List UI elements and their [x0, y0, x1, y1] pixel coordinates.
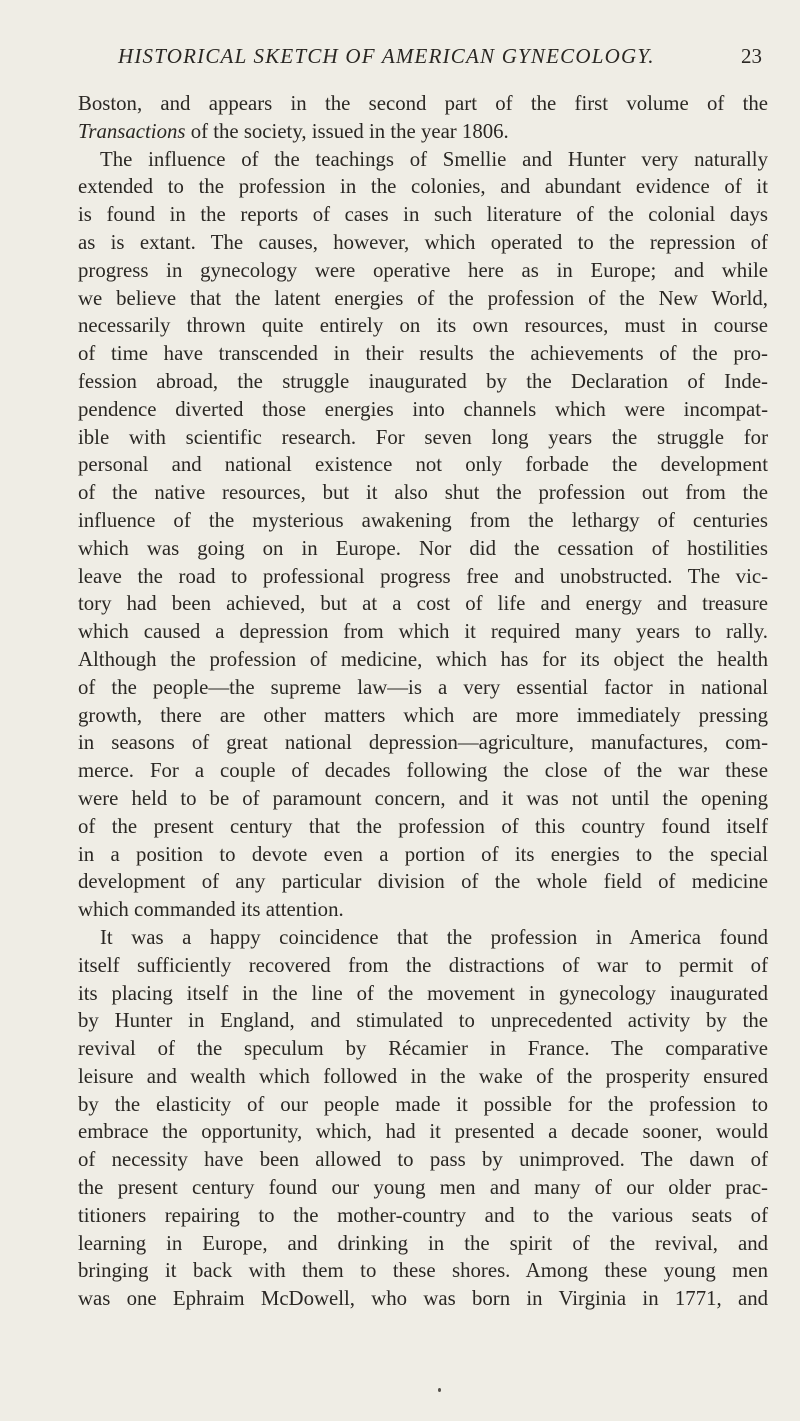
text-line: Boston, and appears in the second part of the first volume of the — [78, 92, 768, 115]
text-line: by Hunter in England, and stimulated to unprecedented activity by the — [78, 1009, 768, 1033]
text-line: of time have transcended in their results the achievements of the pro- — [78, 342, 768, 366]
text-line: It was a happy coincidence that the profession in America found — [100, 925, 768, 949]
text-line: extended to the profession in the colonies, and abundant evidence of it — [78, 175, 768, 199]
text-line: of necessity have been allowed to pass by unimproved. The dawn of — [78, 1148, 768, 1172]
text-line: revival of the speculum by Récamier in France. The comparative — [78, 1037, 768, 1061]
paragraph-1 — [78, 90, 768, 146]
text-line: embrace the opportunity, which, had it presented a decade sooner, would — [78, 1120, 768, 1144]
text-line: is found in the reports of cases in such literature of the colonial days — [78, 203, 768, 227]
text-line: as is extant. The causes, however, which operated to the repression of — [78, 230, 768, 254]
text-line: development of any particular division of the whole field of medicine — [78, 870, 768, 894]
text-line: itself sufficiently recovered from the distractions of war to permit of — [78, 953, 768, 977]
text-line: which was going on in Europe. Nor did the cessation of hostilities — [78, 536, 768, 560]
text-line: influence of the mysterious awakening from the lethargy of centuries — [78, 508, 768, 532]
text-line: of the people—the supreme law—is a very essential factor in national — [78, 675, 768, 699]
paragraph-2 — [78, 146, 768, 924]
text-line: necessarily thrown quite entirely on its own resources, must in course — [78, 314, 768, 338]
text-line: merce. For a couple of decades following the close of the war these — [78, 759, 768, 783]
text-line: of the present century that the profession of this country found itself — [78, 814, 768, 838]
text-line: titioners repairing to the mother-country and to the various seats of — [78, 1203, 768, 1227]
text-line: growth, there are other matters which are more immediately pressing — [78, 703, 768, 727]
text-line: leave the road to professional progress free and unobstructed. The vic- — [78, 564, 768, 588]
text-line: its placing itself in the line of the movement in gynecology inaugurated — [78, 981, 768, 1005]
body-text — [78, 90, 768, 1313]
text-line: progress in gynecology were operative here as in Europe; and while — [78, 258, 768, 282]
text-line: pendence diverted those energies into channels which were incompat- — [78, 397, 768, 421]
paragraph-3 — [78, 924, 768, 1313]
text-line-rest: of the society, issued in the year 1806. — [190, 119, 509, 143]
page-number: 23 — [741, 44, 762, 68]
text-line: ible with scientific research. For seven long years the struggle for — [78, 425, 768, 449]
running-head — [118, 44, 762, 74]
text-line — [78, 118, 768, 146]
text-line: The influence of the teachings of Smellie and Hunter very naturally — [100, 147, 768, 171]
text-line: were held to be of paramount concern, and it was not until the opening — [78, 786, 768, 810]
text-line: fession abroad, the struggle inaugurated by the Declaration of Inde- — [78, 369, 768, 393]
paper-speck — [438, 1388, 441, 1392]
text-line: tory had been achieved, but at a cost of life and energy and treasure — [78, 592, 768, 616]
running-title: HISTORICAL SKETCH OF AMERICAN GYNECOLOGY. — [118, 44, 655, 68]
text-line: which commanded its attention. — [78, 898, 344, 922]
text-line: was one Ephraim McDowell, who was born in Virginia in 1771, and — [78, 1287, 768, 1311]
text-line: learning in Europe, and drinking in the spirit of the revival, and — [78, 1231, 768, 1255]
text-line: in seasons of great national depression—agriculture, manufactures, com- — [78, 731, 768, 755]
text-line: which caused a depression from which it required many years to rally. — [78, 620, 768, 644]
text-line: the present century found our young men and many of our older prac- — [78, 1176, 768, 1200]
text-line: bringing it back with them to these shores. Among these young men — [78, 1259, 768, 1283]
text-line: of the native resources, but it also shut the profession out from the — [78, 481, 768, 505]
text-line: in a position to devote even a portion of its energies to the special — [78, 842, 768, 866]
text-line: leisure and wealth which followed in the wake of the prosperity ensured — [78, 1064, 768, 1088]
italic-title: Transactions — [78, 119, 186, 143]
text-line: personal and national existence not only forbade the development — [78, 453, 768, 477]
text-line: Although the profession of medicine, which has for its object the health — [78, 647, 768, 671]
text-line: we believe that the latent energies of the profession of the New World, — [78, 286, 768, 310]
text-line: by the elasticity of our people made it possible for the profession to — [78, 1092, 768, 1116]
